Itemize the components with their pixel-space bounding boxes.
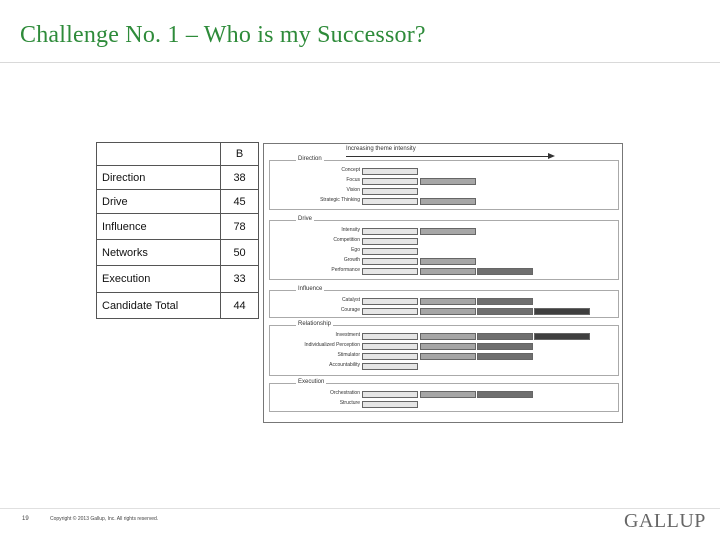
intensity-bar (477, 268, 533, 275)
row-value: 78 (221, 214, 259, 240)
intensity-bar (534, 308, 590, 315)
intensity-bar (420, 228, 476, 235)
row-label: Drive (97, 190, 221, 214)
title-divider (0, 62, 720, 63)
figure-group-label: Influence (298, 286, 323, 292)
figure-group-label: Drive (298, 216, 313, 222)
score-table (96, 142, 259, 319)
arrow-right-icon (548, 153, 555, 159)
footer-divider (0, 508, 720, 509)
figure-item-label: Ego (351, 247, 360, 253)
intensity-bar (362, 401, 418, 408)
figure-item-label: Growth (343, 257, 360, 263)
figure-item-label: Investment (335, 332, 360, 338)
figure-item-label: Vision (346, 187, 360, 193)
intensity-bar (477, 308, 533, 315)
intensity-bar (477, 343, 533, 350)
figure-item-label: Competition (333, 237, 360, 243)
intensity-bar (362, 238, 418, 245)
intensity-arrow-line (346, 156, 550, 157)
copyright-notice: Copyright © 2013 Gallup, Inc. All rights reserved. (50, 516, 159, 522)
intensity-bar (362, 353, 418, 360)
intensity-bar (362, 308, 418, 315)
table-row (97, 240, 259, 266)
table-row (97, 214, 259, 240)
intensity-bar (477, 333, 533, 340)
intensity-bar (420, 298, 476, 305)
intensity-bar (420, 333, 476, 340)
figure-item-label: Strategic Thinking (320, 197, 360, 203)
intensity-bar (420, 308, 476, 315)
intensity-bar (362, 268, 418, 275)
row-value: 50 (221, 240, 259, 266)
row-label: Direction (97, 166, 221, 190)
figure-item-label: Individualized Perception (304, 342, 360, 348)
table-row (97, 266, 259, 293)
figure-item-label: Orchestration (329, 390, 360, 396)
figure-item-label: Intensity (341, 227, 360, 233)
figure-item-label: Structure (339, 400, 360, 406)
figure-item-label: Courage (340, 307, 360, 313)
figure-item-label: Stimulator (337, 352, 360, 358)
figure-group-label: Execution (298, 379, 325, 385)
figure-group-label: Direction (298, 156, 322, 162)
table-header-blank (97, 143, 221, 166)
figure-item-label: Catalyst (341, 297, 360, 303)
intensity-bar (362, 298, 418, 305)
intensity-bar (420, 268, 476, 275)
intensity-bar (362, 198, 418, 205)
intensity-bar (420, 198, 476, 205)
intensity-bar (477, 298, 533, 305)
intensity-bar (420, 353, 476, 360)
intensity-bar (534, 333, 590, 340)
figure-group-label: Relationship (298, 321, 332, 327)
row-label: Influence (97, 214, 221, 240)
intensity-bar (362, 168, 418, 175)
table-row (97, 293, 259, 319)
gallup-logo: GALLUP (624, 510, 706, 532)
table-row (97, 190, 259, 214)
figure-caption: Increasing theme intensity (346, 146, 416, 152)
figure-item-label: Accountability (329, 362, 360, 368)
intensity-bar (420, 178, 476, 185)
intensity-bar (362, 363, 418, 370)
row-value: 33 (221, 266, 259, 293)
intensity-bar (362, 228, 418, 235)
page-title: Challenge No. 1 – Who is my Successor? (20, 22, 426, 48)
intensity-bar (362, 333, 418, 340)
intensity-bar (420, 258, 476, 265)
intensity-bar (477, 353, 533, 360)
intensity-bar (362, 188, 418, 195)
intensity-bar (362, 343, 418, 350)
figure-item-label: Focus (346, 177, 360, 183)
intensity-bar (420, 391, 476, 398)
table-header-cell: B (221, 143, 259, 166)
row-label: Candidate Total (97, 293, 221, 319)
intensity-bar (362, 391, 418, 398)
figure-item-label: Concept (341, 167, 360, 173)
row-value: 45 (221, 190, 259, 214)
table-header-row (97, 143, 259, 166)
row-label: Execution (97, 266, 221, 293)
intensity-bar (362, 178, 418, 185)
row-value: 38 (221, 166, 259, 190)
row-value: 44 (221, 293, 259, 319)
figure-item-label: Performance (331, 267, 360, 273)
table-row (97, 166, 259, 190)
intensity-bar (420, 343, 476, 350)
row-label: Networks (97, 240, 221, 266)
intensity-bar (362, 248, 418, 255)
intensity-bar (477, 391, 533, 398)
page-number: 19 (22, 516, 29, 522)
intensity-bar (362, 258, 418, 265)
